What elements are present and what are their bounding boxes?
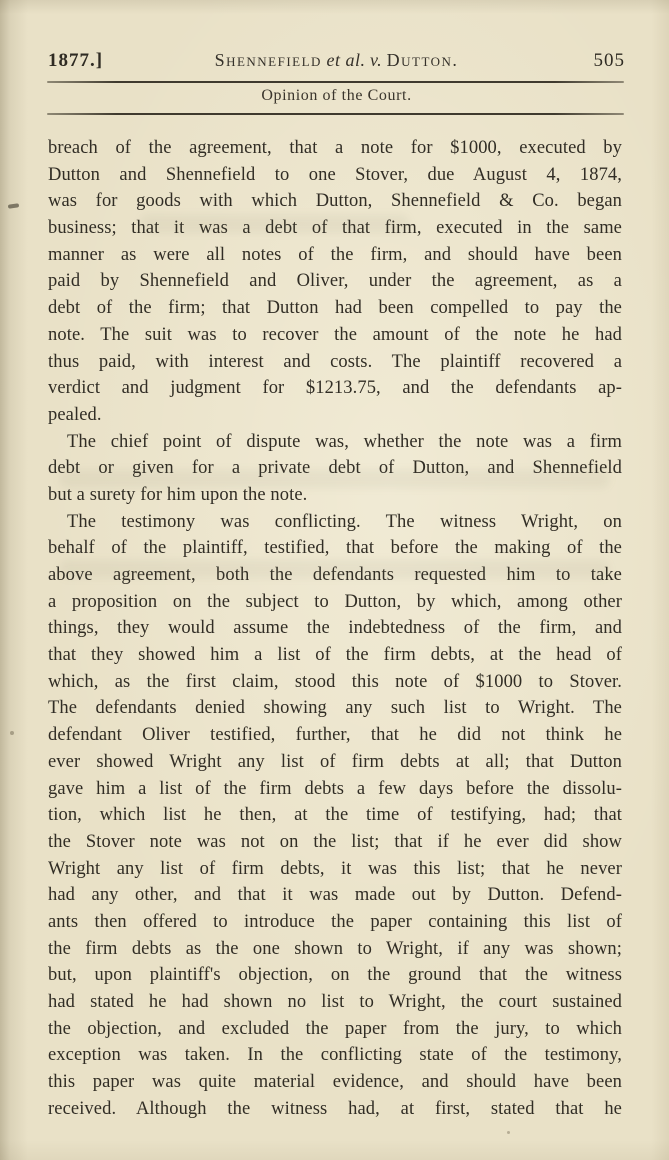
text-line: ever showed Wright any list of firm debts at all; that Dutton	[48, 751, 622, 772]
text-line: paid by Shennefield and Oliver, under the agreement, as a	[48, 271, 622, 292]
text-line: but, upon plaintiff's objection, on the ground that the witness	[48, 965, 622, 986]
case-title-party2: Dutton.	[386, 50, 459, 70]
text-line: the firm debts as the one shown to Wright, if any was shown;	[48, 938, 622, 959]
text-line: verdict and judgment for $1213.75, and the defendants ap-	[48, 378, 622, 399]
paragraph	[48, 509, 622, 1123]
ink-bleedthrough	[140, 215, 409, 233]
case-title	[48, 50, 625, 71]
text-line: debt or given for a private debt of Dutton, and Shennefield	[48, 458, 622, 479]
text-line: ants then offered to introduce the paper containing this list of	[48, 911, 622, 932]
text-line: manner as were all notes of the firm, and should have been	[48, 244, 622, 265]
scan-mark-dash	[8, 203, 19, 208]
text-line: exception was taken. In the conflicting state of the testimony,	[48, 1045, 622, 1066]
horizontal-rule-top	[47, 81, 624, 83]
case-title-etal: et al.	[326, 50, 366, 70]
text-line: The defendants denied showing any such list to Wright. The	[48, 698, 622, 719]
text-line: which, as the first claim, stood this note of $1000 to Stover.	[48, 671, 622, 692]
text-line: was for goods with which Dutton, Shennefield & Co. began	[48, 191, 622, 212]
case-title-party1: Shennefield	[214, 50, 322, 70]
paragraph	[48, 429, 622, 509]
ink-bleedthrough	[60, 560, 609, 578]
text-line: Dutton and Shennefield to one Stover, due August 4, 1874,	[48, 164, 622, 185]
text-line: business; that it was a debt of that firm, executed in the same	[48, 218, 622, 239]
text-line: gave him a list of the firm debts a few days before the dissolu-	[48, 778, 622, 799]
horizontal-rule-bottom	[47, 113, 624, 115]
text-line: that they showed him a list of the firm debts, at the head of	[48, 645, 622, 666]
text-line: the Stover note was not on the list; that if he ever did show	[48, 831, 622, 852]
text-line: The chief point of dispute was, whether the note was a firm	[67, 431, 622, 452]
text-line: behalf of the plaintiff, testified, that before the making of the	[48, 538, 622, 559]
opinion-body	[48, 135, 622, 1122]
text-line: had any other, and that it was made out by Dutton. Defend-	[48, 885, 622, 906]
scan-speck	[507, 1131, 510, 1134]
text-line: pealed.	[48, 404, 102, 425]
text-line: but a surety for him upon the note.	[48, 484, 308, 505]
text-line: a proposition on the subject to Dutton, by which, among other	[48, 591, 622, 612]
text-line: this paper was quite material evidence, and should have been	[48, 1072, 622, 1093]
text-line: the objection, and excluded the paper from the jury, to which	[48, 1018, 622, 1039]
text-line: thus paid, with interest and costs. The plaintiff recovered a	[48, 351, 622, 372]
text-line: Wright any list of firm debts, it was this list; that he never	[48, 858, 622, 879]
page-number: 505	[593, 50, 625, 71]
case-title-versus: v.	[369, 50, 383, 70]
text-line: defendant Oliver testified, further, that he did not think he	[48, 725, 622, 746]
text-line: breach of the agreement, that a note for $1000, executed by	[48, 138, 622, 158]
text-line: debt of the firm; that Dutton had been compelled to pay the	[48, 298, 622, 319]
scan-speck	[10, 731, 14, 735]
page-header	[48, 50, 625, 74]
text-line: note. The suit was to recover the amount of the note he had	[48, 324, 622, 345]
text-line: received. Although the witness had, at first, stated that he	[48, 1098, 622, 1119]
text-line: above agreement, both the defendants requested him to take	[48, 565, 622, 585]
running-head: Opinion of the Court.	[261, 87, 412, 104]
year-label: 1877.]	[48, 50, 104, 71]
text-line: The testimony was conflicting. The witness Wright, on	[67, 511, 622, 532]
text-line: things, they would assume the indebtedness of the firm, and	[48, 618, 622, 639]
text-line: had stated he had shown no list to Wright, the court sustained	[48, 992, 622, 1012]
text-line: tion, which list he then, at the time of testifying, had; that	[48, 805, 622, 826]
paragraph	[48, 135, 622, 429]
ink-bleedthrough	[60, 470, 609, 488]
